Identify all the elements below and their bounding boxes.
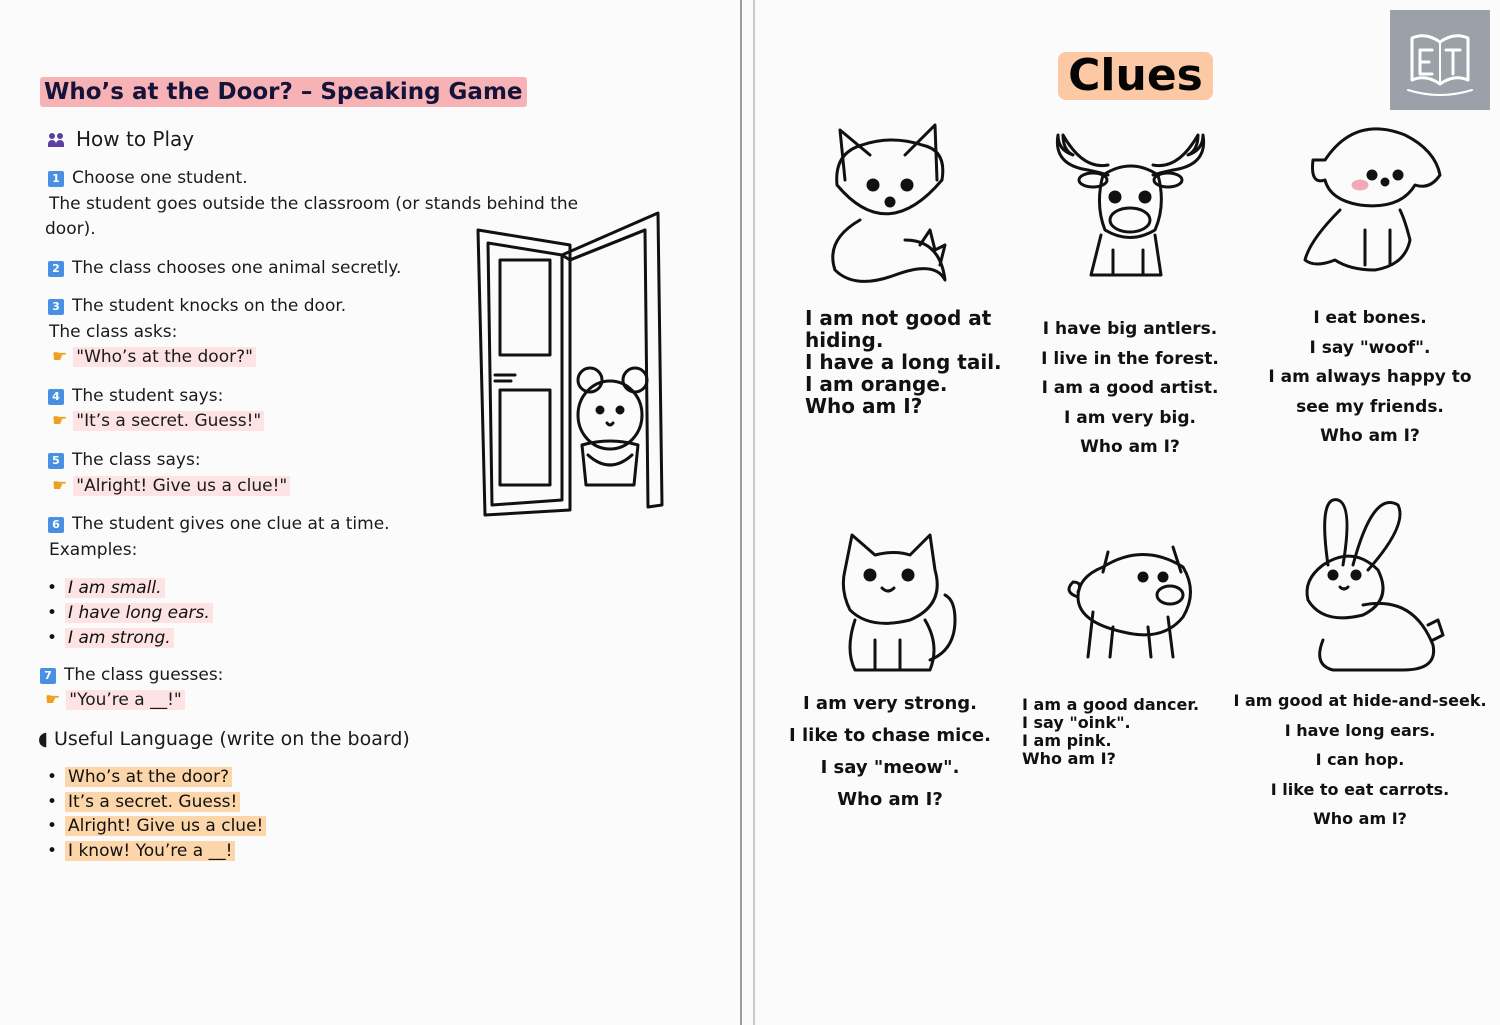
pointing-hand-icon: ☛ (52, 476, 68, 496)
step-3 (48, 296, 346, 316)
step-3-quote-row (52, 347, 256, 367)
step-6 (48, 514, 390, 534)
step-3-text: The student knocks on the door. (72, 296, 347, 316)
example-text: I have long ears. (65, 603, 213, 623)
clue-line: I am pink. (1022, 731, 1112, 750)
step-5 (48, 450, 201, 470)
people-icon (48, 133, 66, 147)
step-4-quote-row (52, 411, 264, 431)
clue-line: I am good at hide-and-seek. (1233, 691, 1487, 710)
clue-moose (1020, 315, 1240, 463)
page-title: Who’s at the Door? – Speaking Game (40, 77, 527, 107)
step-6-detail: Examples: (49, 540, 138, 560)
step-5-quote-row (52, 476, 290, 496)
clue-line: I am a good artist. (1041, 378, 1219, 398)
clue-line: I am always happy to (1268, 367, 1472, 387)
pointing-hand-icon: ☛ (52, 347, 68, 367)
dog-illustration (1300, 120, 1445, 280)
step-7-quote: "You’re a __!" (66, 690, 184, 710)
cat-illustration (830, 530, 965, 675)
clue-line: I like to chase mice. (789, 725, 991, 746)
useful-language-label: Useful Language (write on the board) (54, 728, 410, 750)
number-5-icon: 5 (48, 453, 64, 469)
how-to-play-label: How to Play (76, 127, 195, 151)
step-5-quote: "Alright! Give us a clue!" (73, 476, 290, 496)
list-item (47, 578, 165, 598)
number-6-icon: 6 (48, 517, 64, 533)
pointing-hand-icon: ☛ (52, 411, 68, 431)
phrase-text: I know! You’re a __! (65, 841, 235, 861)
clue-line: Who am I? (1080, 437, 1180, 457)
phrase-text: Who’s at the door? (65, 767, 232, 787)
clue-line: Who am I? (1320, 426, 1420, 446)
clue-line: I like to eat carrots. (1270, 779, 1450, 799)
step-5-text: The class says: (72, 450, 201, 470)
clue-line: I am not good at (805, 306, 992, 330)
step-7-text: The class guesses: (64, 665, 224, 685)
list-item (47, 841, 235, 861)
phrase-text: It’s a secret. Guess! (65, 792, 240, 812)
number-2-icon: 2 (48, 261, 64, 277)
clue-line: Who am I? (805, 394, 923, 418)
example-text: I am strong. (65, 628, 174, 648)
step-1-detail-cont: door). (45, 219, 96, 239)
clue-line: I live in the forest. (1041, 348, 1219, 369)
clue-line: I have a long tail. (805, 350, 1002, 374)
clue-line: I can hop. (1315, 750, 1405, 769)
fox-illustration (825, 120, 950, 290)
clue-pig (1022, 696, 1199, 768)
step-1-detail: The student goes outside the classroom (or stands behind the (49, 194, 579, 214)
moose-illustration (1053, 125, 1208, 285)
clue-line: I say "woof". (1309, 337, 1431, 358)
clue-line: I say "oink". (1022, 713, 1131, 732)
number-4-icon: 4 (48, 389, 64, 405)
page-divider (753, 0, 755, 1025)
pointing-hand-icon: ☛ (45, 690, 61, 710)
clue-fox (805, 307, 1002, 417)
clue-rabbit (1226, 686, 1494, 834)
clue-line: Who am I? (1313, 809, 1407, 828)
list-item (47, 816, 266, 836)
step-2 (48, 258, 401, 278)
step-1-text: Choose one student. (72, 168, 248, 188)
step-3-quote: "Who’s at the door?" (73, 347, 256, 367)
clues-title: Clues (1058, 52, 1213, 100)
list-item (47, 767, 232, 787)
step-4-quote: "It’s a secret. Guess!" (73, 411, 264, 431)
clue-line: I have big antlers. (1042, 319, 1218, 339)
clue-line: I eat bones. (1313, 308, 1427, 328)
rabbit-illustration (1298, 495, 1448, 675)
number-7-icon: 7 (40, 668, 56, 684)
clue-line: I have long ears. (1284, 720, 1436, 740)
clue-line: hiding. (805, 328, 884, 352)
step-6-text: The student gives one clue at a time. (72, 514, 390, 534)
list-item (47, 628, 174, 648)
step-2-text: The class chooses one animal secretly. (72, 258, 402, 278)
step-4-text: The student says: (72, 386, 224, 406)
step-3-detail: The class asks: (49, 322, 178, 342)
speaking-head-icon: ◖ (38, 728, 49, 750)
step-7 (40, 665, 223, 685)
pig-illustration (1063, 542, 1198, 667)
door-with-mouse-illustration (470, 205, 675, 520)
clue-line: I am orange. (805, 372, 948, 396)
clue-cat (775, 688, 1005, 816)
clue-line: I am very strong. (802, 693, 978, 714)
step-7-quote-row (45, 690, 185, 710)
clue-line: I am very big. (1064, 407, 1196, 428)
clue-dog (1255, 304, 1485, 452)
clue-line: see my friends. (1296, 396, 1444, 417)
page-divider (740, 0, 742, 1025)
clue-line: Who am I? (837, 789, 943, 810)
number-1-icon: 1 (48, 171, 64, 187)
et-book-logo (1390, 10, 1490, 110)
useful-language-heading (38, 728, 410, 750)
clue-line: Who am I? (1022, 749, 1116, 768)
example-text: I am small. (65, 578, 164, 598)
phrase-text: Alright! Give us a clue! (65, 816, 266, 836)
clue-line: I say "meow". (820, 757, 960, 778)
step-4 (48, 386, 223, 406)
number-3-icon: 3 (48, 299, 64, 315)
step-1 (48, 168, 248, 188)
list-item (47, 792, 240, 812)
clue-line: I am a good dancer. (1022, 695, 1200, 714)
list-item (47, 603, 213, 623)
how-to-play-heading (48, 127, 194, 151)
